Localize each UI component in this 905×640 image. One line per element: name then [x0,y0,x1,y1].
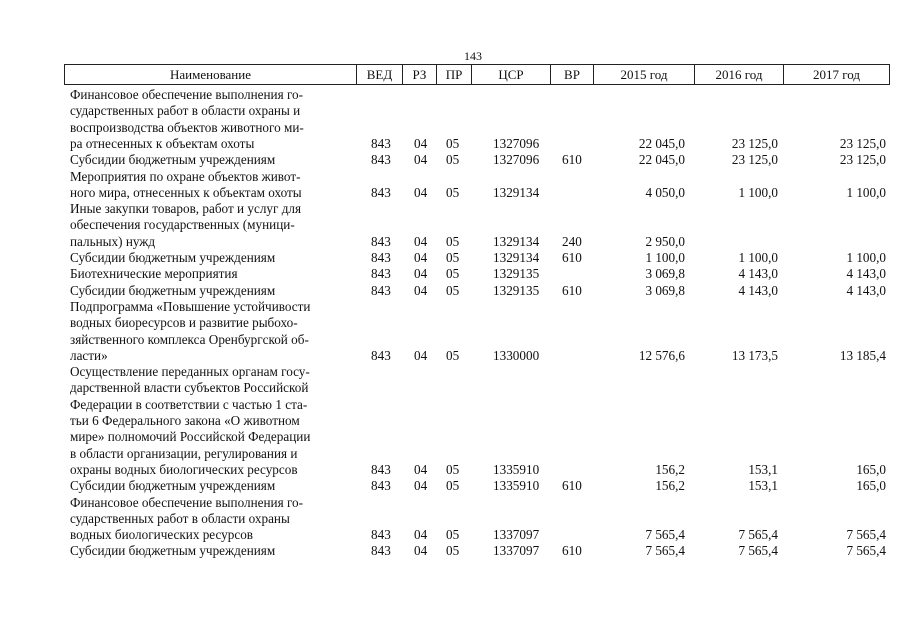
cell-pr: 05 [446,135,460,151]
cell-2016: 7 565,4 [738,543,778,559]
row-name-line: в области организации, регулирования и [70,445,298,461]
cell-2015: 2 950,0 [645,233,685,249]
cell-2015: 7 565,4 [645,527,685,543]
cell-vr: 610 [562,250,582,265]
cell-2017: 7 565,4 [846,543,886,559]
row-name-line: водных биологических ресурсов [70,527,254,543]
cell-ved: 843 [371,266,391,282]
cell-ved: 843 [371,461,391,477]
cell-pr: 05 [446,250,460,265]
cell-ved: 843 [371,233,391,249]
row-name-line: ласти» [70,347,108,363]
cell-2015: 22 045,0 [638,135,685,151]
cell-csr: 1329135 [493,282,540,298]
cell-vr: 610 [562,478,582,494]
cell-rz: 04 [414,233,428,249]
cell-2015: 156,2 [655,461,685,477]
cell-pr: 05 [446,152,460,168]
cell-2017: 23 125,0 [839,152,886,168]
cell-csr: 1327096 [493,152,540,168]
cell-2015: 22 045,0 [638,152,685,168]
row-name-line: Субсидии бюджетным учреждениям [70,282,276,298]
cell-2015: 156,2 [655,478,685,494]
cell-rz: 04 [414,266,428,282]
cell-pr: 05 [446,184,460,200]
cell-2016: 4 143,0 [738,282,778,298]
cell-2017: 13 185,4 [839,347,886,363]
row-name-line: Финансовое обеспечение выполнения го- [70,87,304,102]
cell-pr: 05 [446,266,460,282]
cell-2017: 4 143,0 [846,266,886,282]
cell-pr: 05 [446,527,460,543]
cell-pr: 05 [446,478,460,494]
row-name-line: тьи 6 Федерального закона «О животном [70,413,300,428]
cell-2016: 153,1 [748,478,778,494]
cell-vr: 610 [562,152,582,168]
table-header [64,64,890,85]
cell-rz: 04 [414,478,428,494]
cell-ved: 843 [371,527,391,543]
cell-ved: 843 [371,478,391,494]
row-name-line: дарственной власти субъектов Российской [70,380,309,396]
cell-csr: 1335910 [493,478,540,494]
header-csr: ЦСР [471,65,550,84]
cell-csr: 1329134 [493,250,540,265]
cell-2015: 1 100,0 [645,250,685,265]
row-name-line: Подпрограмма «Повышение устойчивости [70,298,311,314]
cell-2017: 4 143,0 [846,282,886,298]
cell-2017: 23 125,0 [839,135,886,151]
row-name-line: воспроизводства объектов животного ми- [70,119,304,135]
header-2015: 2015 год [593,65,694,84]
cell-2016: 1 100,0 [738,184,778,200]
cell-2016: 153,1 [748,461,778,477]
cell-2017: 165,0 [856,461,886,477]
row-name-line: Федерации в соответствии с частью 1 ста- [70,396,308,412]
cell-pr: 05 [446,543,460,559]
page-number: 143 [464,49,482,63]
cell-pr: 05 [446,282,460,298]
cell-vr: 610 [562,282,582,298]
cell-rz: 04 [414,543,428,559]
cell-rz: 04 [414,152,428,168]
row-name-line: Биотехнические мероприятия [70,266,238,282]
row-name-line: Мероприятия по охране объектов живот- [70,168,301,184]
row-name-line: зяйственного комплекса Оренбургской об- [70,331,309,347]
cell-ved: 843 [371,543,391,559]
cell-csr: 1337097 [493,527,540,543]
cell-vr: 610 [562,543,582,559]
cell-2015: 7 565,4 [645,543,685,559]
row-name-line: пальных) нужд [70,233,156,249]
cell-rz: 04 [414,250,428,265]
cell-2016: 13 173,5 [731,347,778,363]
cell-pr: 05 [446,347,460,363]
cell-ved: 843 [371,152,391,168]
row-name-line: мире» полномочий Российской Федерации [70,429,311,445]
cell-csr: 1329134 [493,184,540,200]
cell-csr: 1330000 [493,347,540,363]
cell-vr: 240 [562,233,582,249]
row-name-line: Финансовое обеспечение выполнения го- [70,494,304,510]
cell-2015: 4 050,0 [645,184,685,200]
cell-ved: 843 [371,135,391,151]
cell-ved: 843 [371,184,391,200]
cell-2016: 23 125,0 [731,152,778,168]
cell-2017: 1 100,0 [846,184,886,200]
cell-rz: 04 [414,347,428,363]
cell-csr: 1327096 [493,135,540,151]
row-name-line: обеспечения государственных (муници- [70,217,295,233]
cell-2016: 4 143,0 [738,266,778,282]
header-ved: ВЕД [356,65,402,84]
row-name-line: Субсидии бюджетным учреждениям [70,543,276,559]
row-name-line: охраны водных биологических ресурсов [70,461,298,477]
cell-ved: 843 [371,282,391,298]
cell-rz: 04 [414,282,428,298]
cell-csr: 1329135 [493,266,540,282]
row-name-line: ного мира, отнесенных к объектам охоты [70,184,302,200]
cell-pr: 05 [446,461,460,477]
cell-2016: 7 565,4 [738,527,778,543]
cell-ved: 843 [371,250,391,265]
header-pr: ПР [436,65,471,84]
cell-2017: 165,0 [856,478,886,494]
cell-2016: 1 100,0 [738,250,778,265]
row-name-line: сударственных работ в области охраны и [70,103,301,119]
header-rz: РЗ [402,65,436,84]
cell-2017: 1 100,0 [846,250,886,265]
cell-rz: 04 [414,184,428,200]
header-2016: 2016 год [694,65,783,84]
row-name-line: Иные закупки товаров, работ и услуг для [70,201,302,217]
cell-csr: 1337097 [493,543,540,559]
cell-2016: 23 125,0 [731,135,778,151]
cell-ved: 843 [371,347,391,363]
cell-2015: 3 069,8 [645,282,685,298]
row-name-line: ра отнесенных к объектам охоты [70,135,255,151]
cell-csr: 1335910 [493,461,540,477]
cell-2017: 7 565,4 [846,527,886,543]
row-name-line: водных биоресурсов и развитие рыбохо- [70,315,298,331]
cell-rz: 04 [414,135,428,151]
row-name-line: сударственных работ в области охраны [70,510,290,526]
cell-pr: 05 [446,233,460,249]
row-name-line: Субсидии бюджетным учреждениям [70,478,276,494]
row-name-line: Осуществление переданных органам госу- [70,364,310,380]
cell-csr: 1329134 [493,233,540,249]
cell-rz: 04 [414,527,428,543]
header-vr: ВР [550,65,593,84]
header-2017: 2017 год [783,65,889,84]
cell-rz: 04 [414,461,428,477]
row-name-line: Субсидии бюджетным учреждениям [70,250,276,265]
row-name-line: Субсидии бюджетным учреждениям [70,152,276,168]
header-name: Наименование [170,66,251,82]
cell-2015: 12 576,6 [638,347,685,363]
cell-2015: 3 069,8 [645,266,685,282]
